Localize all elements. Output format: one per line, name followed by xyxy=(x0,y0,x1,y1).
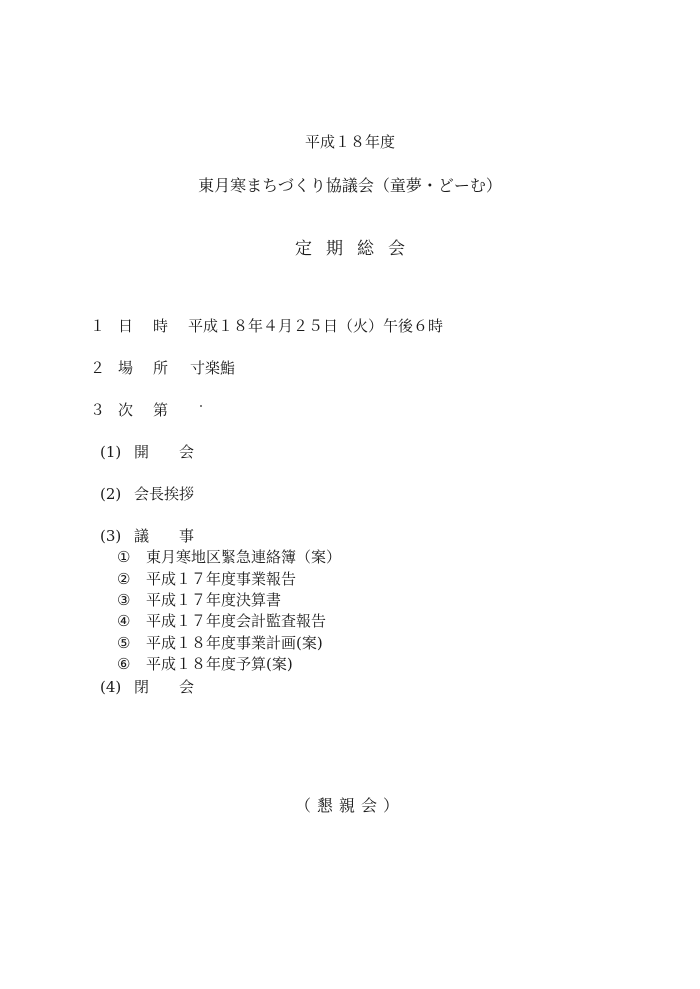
subitem-mark-2: ② xyxy=(117,570,131,588)
item-number-3: ３ xyxy=(90,401,106,419)
subitem-text-6: 平成１８年度予算(案) xyxy=(146,655,293,673)
agenda-number-2: (2) xyxy=(100,485,122,503)
subitem-text-5: 平成１８年度事業計画(案) xyxy=(146,634,323,652)
social-gathering-label: （懇親会） xyxy=(294,796,405,815)
item-value-datetime: 平成１８年４月２５日（火）午後６時 xyxy=(188,317,444,335)
subitem-text-3: 平成１７年度決算書 xyxy=(146,591,282,609)
subitem-mark-3: ③ xyxy=(117,591,131,609)
agenda-number-4: (4) xyxy=(100,678,122,696)
item-label-datetime: 日時 xyxy=(118,317,189,335)
subitem-mark-6: ⑥ xyxy=(117,655,131,673)
agenda-label-opening: 開会 xyxy=(134,443,225,461)
agenda-number-3: (3) xyxy=(100,527,122,545)
fiscal-year-heading: 平成１８年度 xyxy=(304,133,395,151)
item-number-1: １ xyxy=(90,317,106,335)
subitem-text-4: 平成１７年度会計監査報告 xyxy=(146,612,327,630)
agenda-number-1: (1) xyxy=(100,443,122,461)
agenda-label-greeting: 会長挨拶 xyxy=(134,485,195,503)
meeting-title: 定期総会 xyxy=(295,239,419,259)
agenda-label-proceedings: 議事 xyxy=(134,527,225,545)
subitem-mark-5: ⑤ xyxy=(117,634,131,652)
item-value-place: 寸楽鮨 xyxy=(190,359,236,377)
subitem-mark-1: ① xyxy=(117,548,131,566)
item-label-place: 場所 xyxy=(118,359,189,377)
subitem-mark-4: ④ xyxy=(117,612,131,630)
scan-speck xyxy=(200,405,202,407)
item-number-2: ２ xyxy=(90,359,106,377)
item-label-agenda: 次第 xyxy=(118,401,189,419)
agenda-label-closing: 閉会 xyxy=(134,678,225,696)
subitem-text-1: 東月寒地区緊急連絡簿（案） xyxy=(146,548,342,566)
subitem-text-2: 平成１７年度事業報告 xyxy=(146,570,297,588)
organization-heading: 東月寒まちづくり協議会（童夢・どーむ） xyxy=(198,176,502,195)
